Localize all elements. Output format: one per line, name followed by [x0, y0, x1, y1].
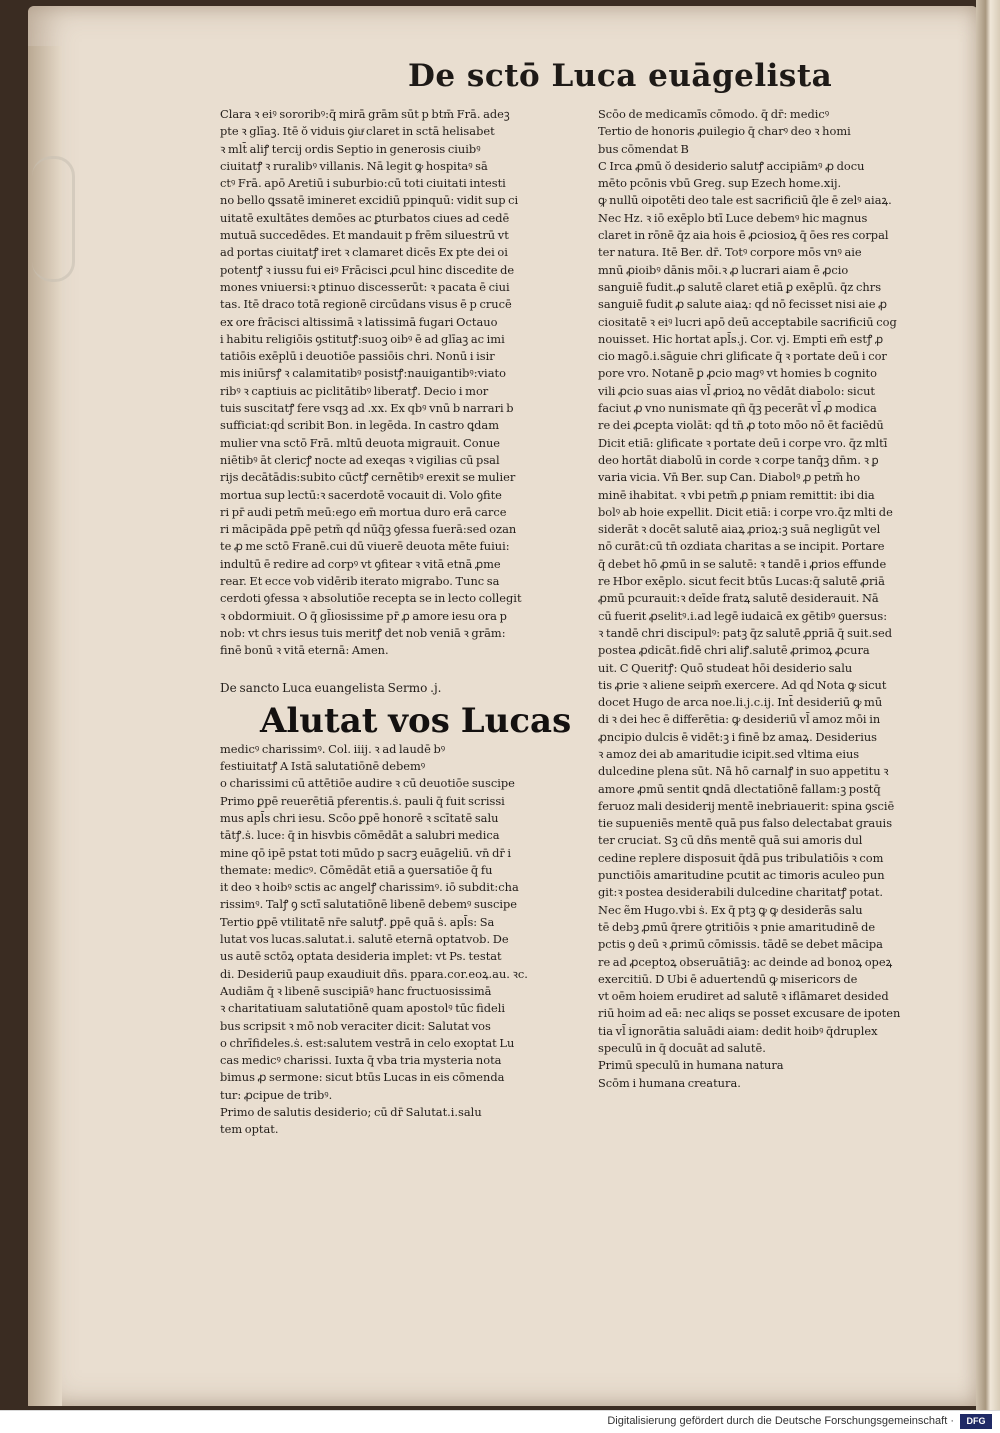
text-line: mis iniūrsꝭ ꝛ calamitatibꝰ posistꝭ:nauigantibꝰ:viato — [220, 366, 506, 381]
text-line: bimus ꝓ sermone: sicut btūs Lucas in eis cōmenda — [220, 1070, 505, 1085]
text-line: rear. Et ecce vob vidērib iterato migrabo. Tunc sa — [220, 574, 500, 589]
text-line: festiuitatꝭ A Istā salutatiōnē debemꝰ — [220, 759, 426, 774]
text-line: cedine replere disposuit q̄dā pus tribulatiōis ꝛ com — [598, 850, 884, 865]
text-line: mutuā succedēdes. Et mandauit p frēm siluestrū vt — [220, 228, 509, 243]
text-line: cas medicꝰ charissi. Iuxta q̄ vba tria mysteria nota — [220, 1053, 502, 1068]
text-line: ciuitatꝭ ꝛ ruralibꝰ villanis. Nā legit ꝙ hospitaꝰ sā — [220, 158, 488, 173]
sermon-title: De sancto Luca euangelista Sermo .j. — [220, 680, 442, 695]
text-line: ri mācipāda ꝑpē petm̄ qḋ nūq̄ꝫ ꝯfessa fuerā:sed ozan — [220, 522, 517, 537]
text-line: cerdoti ꝯfessa ꝛ absolutiōe recepta se in lecto collegit — [220, 591, 522, 606]
text-line: nō curāt:cū tn̄ ozdiata charitas a se incipit. Portare — [598, 539, 885, 554]
text-line: niētibꝰ āt clericꝭ nocte ad exeqas ꝛ vigilias cū psal — [220, 452, 500, 467]
text-line: re ad ꝓceptoꝝ obseruātiāꝫ: ac deinde ad bonoꝝ opeꝝ — [598, 954, 893, 969]
text-line: ad portas ciuitatꝭ iret ꝛ clamaret dicēs Ex pte dei oi — [220, 245, 508, 260]
text-line: tia vl̄ ignorātia saluādi aiam: dedit hoibꝰ q̄druplex — [598, 1023, 878, 1038]
book-edge-right — [976, 0, 1000, 1410]
text-line: faciut ꝓ vno nunismate qñ q̄ꝫ pecerāt vl̄ ꝓ modica — [598, 401, 877, 416]
text-line: bus cōmendat B — [598, 141, 689, 156]
text-line: tem optat. — [220, 1122, 279, 1137]
text-line: uitatē exultātes demōes ac ꝑturbatos ciues ad cedē — [220, 210, 510, 225]
text-line: rissimꝰ. Talꝭ ꝯ sctī salutatiōnē libenē debemꝰ suscipe — [220, 897, 518, 912]
text-line: Dicit etiā: glificate ꝛ portate deū i corpe vro. q̄z mltī — [598, 435, 888, 450]
text-line: ctꝰ Frā. apō Aretiū i suburbio:cū toti ciuitati intesti — [220, 176, 506, 191]
text-line: riū hoim ad eā: nec aliqs se posset excusare de ipoten — [598, 1006, 901, 1021]
right-column-text — [598, 106, 936, 1092]
text-line: themate: medicꝰ. Cōmēdāt etiā a ꝯuersatiōe q̄ fu — [220, 862, 493, 877]
text-line: ꝛ amoz dei ab amaritudie icipit.sed vltima eius — [598, 746, 860, 761]
text-line: tie supueniēs mentē quā pus falso delectabat grauis — [598, 816, 893, 831]
text-line: git:ꝛ postea desiderabili dulcedine charitatꝭ potat. — [598, 885, 884, 900]
text-line: speculū in q̄ docuāt ad salutē. — [598, 1041, 766, 1056]
text-line: ꝓmū pcurauit:ꝛ deīde fratꝝ salutē desiderauit. Nā — [598, 591, 879, 606]
text-line: ꝛ obdormiuit. O q̄ gl̄iosissime pr̄ ꝓ amore iesu ora p — [220, 608, 507, 623]
text-line: te ꝓ me sctō Franē.cui dū viuerē deuota mēte fuiui: — [220, 539, 510, 554]
text-line: pore vro. Notanē ꝑ ꝓcio magꝰ vt homies b cognito — [598, 366, 877, 381]
text-line: mulier vna sctō Frā. mltū deuota migrauit. Conue — [220, 435, 501, 450]
text-line: indultū ē redire ad corpꝰ vt ꝯfitear ꝛ vitā etnā ꝓme — [220, 556, 501, 571]
text-line: ter natura. Itē Ber. dr̄. Totꝰ corpore mōs vnꝰ aie — [598, 245, 862, 260]
text-line: re dei ꝓcepta violāt: qḋ tn̄ ꝓ toto mōo nō ēt faciēdū — [598, 418, 884, 433]
footer-credit: Digitalisierung gefördert durch die Deutsche Forschungsgemeinschaft · — [607, 1415, 954, 1427]
text-line: amore ꝓmū sentit ꝗndā dlectatiōnē fallam:ꝫ postq̄ — [598, 781, 881, 796]
text-line: deo hortāt diabolū in corde ꝛ corpe tanq̄ꝫ dn̄m. ꝛ ꝑ — [598, 452, 879, 467]
text-line: Scōo de medicamīs cōmodo. q̄ dr̄: medicꝰ — [598, 107, 830, 121]
text-line: lutat vos lucas.salutat.i. salutē eternā optatvob. De — [220, 932, 509, 947]
text-line: ꝙ nullū oipotēti deo tale est sacrificiū q̄le ē zelꝰ aiaꝝ. — [598, 193, 892, 208]
text-line: potentꝭ ꝛ iussu fui eiꝰ Frācisci ꝓcul hinc discedite de — [220, 262, 515, 277]
text-line: pte ꝛ glīaꝫ. Itē ŏ viduis ꝯiuͬ claret in sctā helisabet — [220, 124, 495, 139]
text-line: mus apl̄s chri iesu. Scōo ꝑpē honorē ꝛ scītatē salu — [220, 810, 499, 825]
text-line: it deo ꝛ hoibꝰ sctis ac angelꝭ charissimꝰ. iō subdit:cha — [220, 880, 519, 895]
footer-bar — [0, 1410, 1000, 1433]
text-line: tur: ꝓcipue de tribꝰ. — [220, 1087, 333, 1102]
text-line: Primo ꝑpē reuerētiā pferentis.ṡ. pauli q̄ fuit scrissi — [220, 793, 505, 808]
text-line: postea ꝓdicāt.fidē chri aliꝭ.salutē ꝓrimoꝝ ꝓcura — [598, 643, 870, 658]
text-line: Scōm i humana creatura. — [598, 1075, 741, 1090]
text-line: mortua sup lectū:ꝛ sacerdotē vocauit di. Volo ꝯfite — [220, 487, 502, 502]
text-line: ter cruciat. Sꝫ cū dn̄s mentē quā sui amoris dul — [598, 833, 863, 848]
text-line: bus scripsit ꝛ mō nob veraciter dicit: Salutat vos — [220, 1018, 491, 1033]
text-line: mine qō ipē pstat toti mūdo p sacrꝫ euāgeliū. vn̄ dr̄ i — [220, 845, 512, 860]
text-line: minē ihabitat. ꝛ vbi petm̄ ꝓ pniam remittit: ibi dia — [598, 487, 875, 502]
text-line: mones vniuersi:ꝛ ꝑtinuo discesserūt: ꝛ pacata ē ciui — [220, 279, 510, 294]
text-line: Tertio de honoris ꝓuilegio q̄ charꝰ deo ꝛ homi — [598, 124, 851, 139]
text-line: q̄ debet hō ꝓmū in se salutē: ꝛ tandē i ꝓrios effunde — [598, 556, 887, 571]
dfg-logo: DFG — [960, 1414, 992, 1429]
text-line: di ꝛ dei hec ē differētia: ꝙ desideriū vl̄ amoz mōi in — [598, 712, 881, 727]
text-line: tē debꝫ ꝓmū q̄rere ꝯtritiōis ꝛ pnie amaritudinē de — [598, 919, 876, 934]
text-line: siderāt ꝛ docēt salutē aiaꝝ ꝓrioꝝ:ꝫ suā negligūt vel — [598, 522, 881, 537]
text-line: ꝛ tandē chri discipulꝰ: patꝫ q̄z salutē ꝓpriā q̄ suit.sed — [598, 625, 892, 640]
text-line: tis ꝓrie ꝛ aliene seipm̄ exercere. Ad qḋ Nota ꝙ sicut — [598, 677, 887, 692]
text-line: di. Desideriū paup exaudiuit dñs. ppara.cor.eoꝝ.au. ꝛc. — [220, 966, 528, 981]
text-line: punctiōis amaritudine pcutit ac timoris aculeo pun — [598, 868, 885, 883]
text-line: Primū speculū in humana natura — [598, 1058, 784, 1073]
text-line: C Irca ꝓmū ŏ desiderio salutꝭ accipiāmꝰ ꝓ docu — [598, 158, 865, 173]
text-line: Clara ꝛ eiꝰ sororibꝰ:q̄ mirā grām sūt p btm̄ Frā. adeꝫ — [220, 107, 510, 121]
page-clip — [32, 156, 75, 282]
text-line: Audiām q̄ ꝛ libenē suscipiāꝰ hanc fructuosissimā — [220, 983, 492, 998]
text-line: no bello ꝗssatē imineret excidiū ppinquū: vidit sup ci — [220, 193, 519, 208]
text-line: nob: vt chrs iesus tuis meritꝭ det nob veniā ꝛ grām: — [220, 625, 506, 640]
text-line: rijs decātādis:subito cūctꝭ cernētibꝰ erexit se mulier — [220, 470, 516, 485]
text-line: mēto pcōnis vbū Greg. sup Ezech home.xij. — [598, 176, 842, 191]
text-line: o chrīfideles.ṡ. est:salutem vestrā in celo exoptat Lu — [220, 1035, 515, 1050]
text-line: ribꝰ ꝛ captiuis ac piclitātibꝰ liberatꝭ. Decio i mor — [220, 383, 489, 398]
text-line: exercitiū. D Ubi ē aduertendū ꝙ misericors de — [598, 971, 858, 986]
text-line: re Hbor exēplo. sicut fecit btūs Lucas:q̄ salutē ꝓriā — [598, 574, 885, 589]
book-page — [28, 6, 978, 1406]
text-line: Nec ẽm Hugo.vbi ṡ. Ex q̄ ptꝫ ꝙ ꝙ desiderās salu — [598, 902, 863, 917]
text-line: Tertio ꝑpē vtilitatē nr̄e salutꝭ. ꝑpē quā ṡ. apl̄s: Sa — [220, 914, 495, 929]
right-column — [598, 106, 936, 1092]
text-line: pctis ꝯ deū ꝛ ꝓrimū cōmissis. tādē se debet mācipa — [598, 937, 883, 952]
text-line: Nec Hz. ꝛ iō exēplo btī Luce debemꝰ hic magnus — [598, 210, 868, 225]
text-line: ꝓncipio dulcis ē vidēt:ꝫ i finē bz amaꝝ. Desiderius — [598, 729, 878, 744]
text-line: tātꝭ.ṡ. luce: q̄ in hisvbis cōmēdāt a salubri medica — [220, 828, 500, 843]
text-line: dulcedine plena sūt. Nā hō carnalꝭ in suo appetitu ꝛ — [598, 764, 889, 779]
text-line: ꝛ charitatiuam salutatiōnē quam apostolꝰ tūc fideli — [220, 1001, 506, 1016]
text-line: uit. C Queritꝭ: Quō studeat hōi desiderio salu — [598, 660, 853, 675]
text-line: ri pr̄ audi petm̄ meū:ego em̄ mortua duro erā carce — [220, 504, 507, 519]
sermon-initial-heading: Alutat vos Lucas — [260, 700, 572, 741]
text-line: nouisset. Hic hortat apl̄s.j. Cor. vj. Empti em̄ estꝭ ꝓ — [598, 331, 884, 346]
sermon-text — [220, 741, 545, 1139]
text-line: claret in rōnē q̄z aia hois ē ꝓciosioꝝ q̄ ōes res corpal — [598, 228, 889, 243]
text-line: tuis suscitatꝭ fere vsqꝫ ad .xx. Ex qbꝰ vnū b narrari b — [220, 401, 514, 416]
text-line: feruoz mali desiderij mentē inebriauerit: spina ꝯsciē — [598, 798, 895, 813]
text-line: varia vicia. Vn̄ Ber. sup Can. Diabolꝰ ꝓ petm̄ ho — [598, 470, 861, 485]
left-column — [220, 106, 572, 1139]
text-line: us autē sctōꝝ optata desideria implet: vt Ps. testat — [220, 949, 502, 964]
text-line: tas. Itē draco totā regionē circūdans visus ē p crucē — [220, 297, 512, 312]
text-line: cū fuerit ꝓselitꝰ.i.ad legē iudaicā ex gētibꝰ ꝯuersus: — [598, 608, 888, 623]
text-line: vili ꝓcio suas aias vl̄ ꝓrioꝝ no vēdāt diabolo: sicut — [598, 383, 875, 398]
text-line: i habitu religiōis ꝯstitutꝭ:suoꝫ oibꝰ ē ad glīaꝫ ac imi — [220, 331, 505, 346]
text-line: tatiōis exēplū i deuotiōe passiōis chri. Nonū i isir — [220, 349, 495, 364]
text-line: mnū ꝓioibꝰ dānis mōi.ꝛ ꝓ lucrari aiam ē ꝓcio — [598, 262, 849, 277]
text-line: Primo de salutis desiderio; cū dr̄ Salutat.i.salu — [220, 1105, 482, 1120]
text-line: vt oēm hoiem erudiret ad salutē ꝛ iflāmaret desided — [598, 989, 889, 1004]
text-line: bolꝰ ab hoie expellit. Dicit etiā: i corpe vro.q̄z mlti de — [598, 504, 893, 519]
left-column-text — [220, 106, 545, 660]
text-line: medicꝰ charissimꝰ. Col. iiij. ꝛ ad laudē bꝰ — [220, 741, 446, 756]
text-line: finē bonū ꝛ vitā eternā: Amen. — [220, 643, 389, 658]
text-line: ꝛ mlt̄ aliꝭ tercij ordis Septio in generosis ciuibꝰ — [220, 141, 481, 156]
text-line: sanguiē fudit.ꝓ salutē claret etiā ꝑ exēplū. q̄z chrs — [598, 279, 882, 294]
text-line: cio magō.i.sāguie chri glificate q̄ ꝛ portate deū i cor — [598, 349, 887, 364]
text-line: o charissimi cū attētiōe audire ꝛ cū deuotiōe suscipe — [220, 776, 515, 791]
text-line: ex ore frācisci altissimā ꝛ latissimā fugari Octauo — [220, 314, 498, 329]
running-head: De sctō Luca euāgelista — [408, 58, 833, 94]
text-line: docet Hugo de arca noe.li.j.c.ij. Int̄ desideriū ꝙ mū — [598, 695, 883, 710]
text-line: sufficiat:qḋ scribit Bon. in legēda. In castro ꝗdam — [220, 418, 500, 433]
text-line: ciositatē ꝛ eiꝰ lucri apō deū acceptabile sacrificiū cog — [598, 314, 897, 329]
text-line: sanguiē fudit ꝓ salute aiaꝝ: qḋ nō fecisset nisi aie ꝓ — [598, 297, 887, 312]
